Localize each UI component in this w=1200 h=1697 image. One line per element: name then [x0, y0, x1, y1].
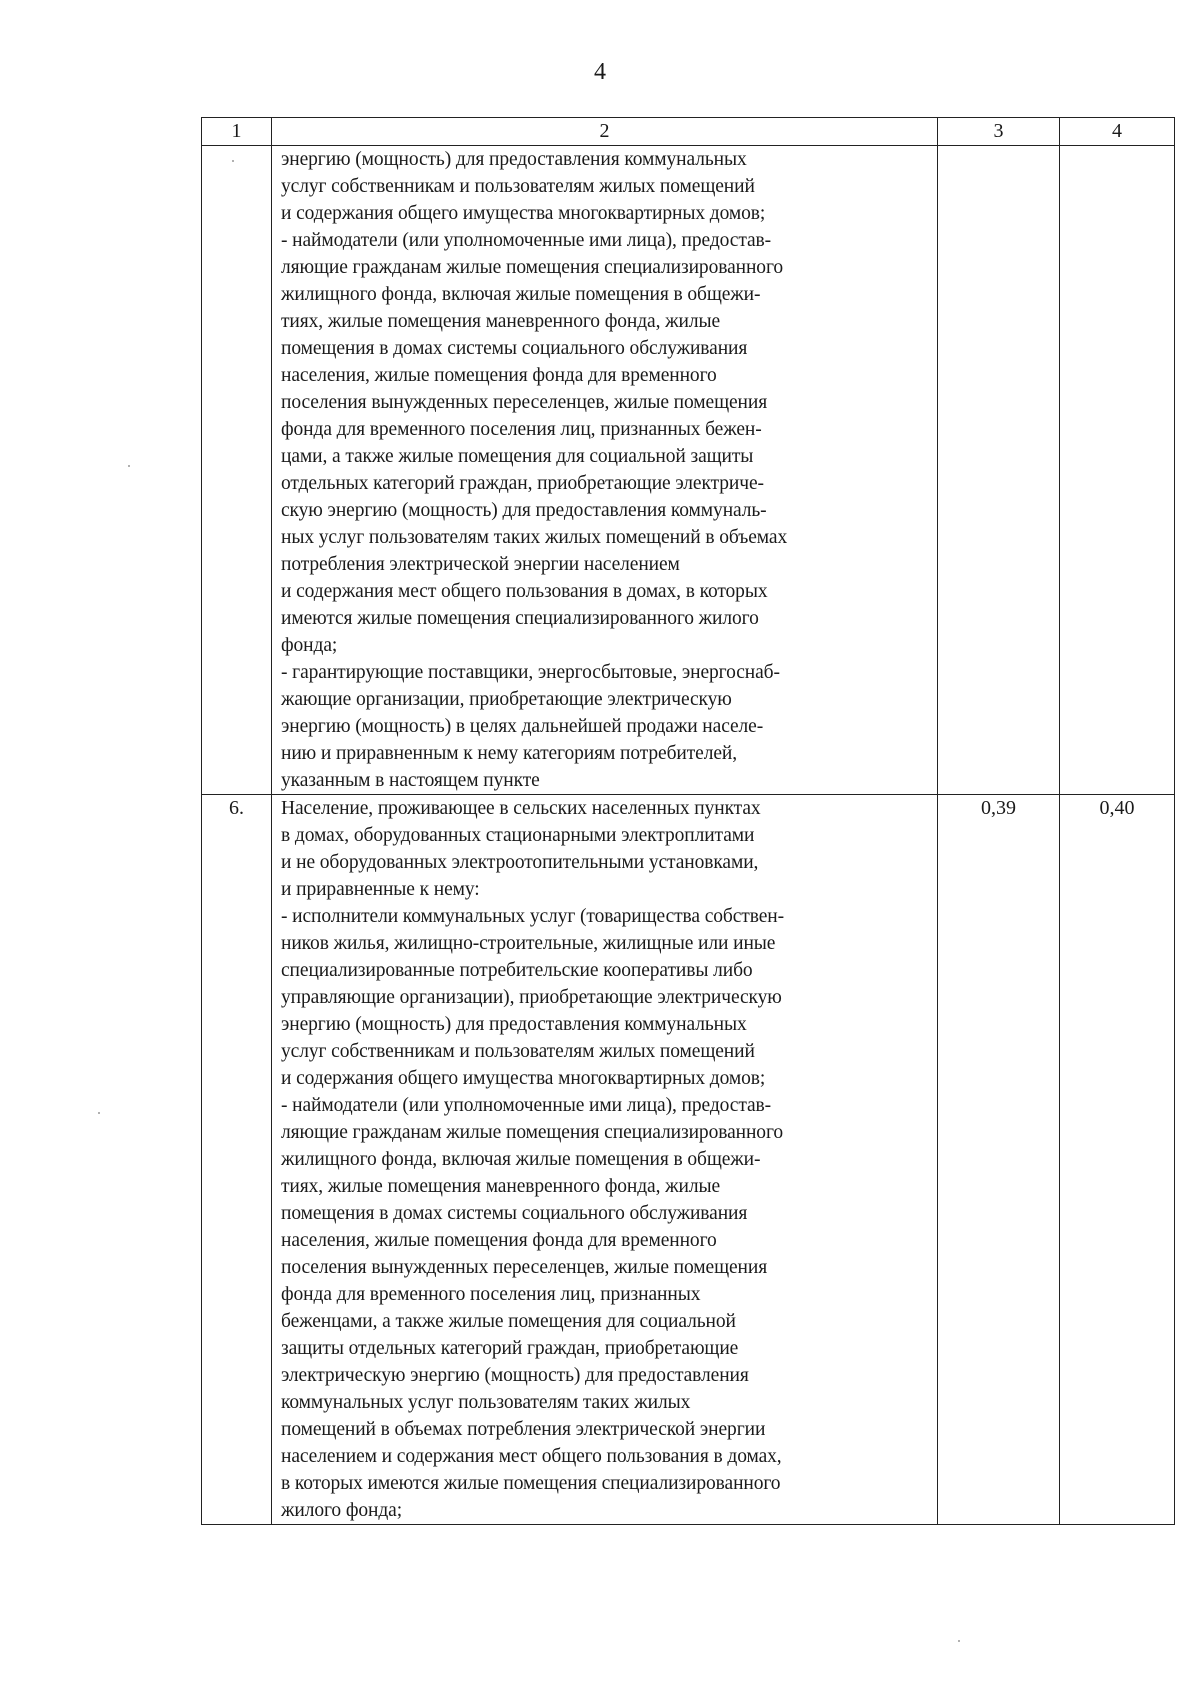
table-row-continuation — [202, 146, 1175, 795]
text-line: управляющие организации), приобретающие электрическую — [281, 987, 782, 1008]
row-value-col-4: 0,40 — [1060, 795, 1175, 1525]
text-line: жилого фонда; — [281, 1500, 403, 1521]
row-number — [202, 146, 272, 795]
text-line: услуг собственникам и пользователям жилых помещений — [281, 1041, 755, 1062]
text-line: потребления электрической энергии населением — [281, 554, 680, 575]
text-line: защиты отдельных категорий граждан, приобретающие — [281, 1338, 739, 1359]
scan-speck — [98, 1112, 100, 1114]
header-col-3: 3 — [938, 118, 1060, 146]
text-line: поселения вынужденных переселенцев, жилые помещения — [281, 392, 768, 413]
text-line: имеются жилые помещения специализированного жилого — [281, 608, 759, 629]
text-line: Население, проживающее в сельских населенных пунктах — [281, 798, 761, 819]
row-number: 6. — [202, 795, 272, 1525]
text-line: цами, а также жилые помещения для социальной защиты — [281, 446, 754, 467]
text-line: в которых имеются жилые помещения специализированного — [281, 1473, 781, 1494]
text-line: - наймодатели (или уполномоченные ими лица), предостав- — [281, 1095, 772, 1116]
text-line: помещений в объемах потребления электрической энергии — [281, 1419, 766, 1440]
text-line: тиях, жилые помещения маневренного фонда, жилые — [281, 1176, 721, 1197]
page-number: 4 — [594, 59, 606, 85]
description-text — [272, 795, 937, 1524]
header-col-4: 4 — [1060, 118, 1175, 146]
text-line: коммунальных услуг пользователям таких жилых — [281, 1392, 691, 1413]
text-line: и содержания мест общего пользования в домах, в которых — [281, 581, 768, 602]
text-line: ных услуг пользователям таких жилых помещений в объемах — [281, 527, 788, 548]
text-line: энергию (мощность) для предоставления коммунальных — [281, 1014, 747, 1035]
scan-speck — [232, 160, 234, 162]
text-line: - исполнители коммунальных услуг (товарищества собствен- — [281, 906, 785, 927]
text-line: отдельных категорий граждан, приобретающие электриче- — [281, 473, 764, 494]
text-line: в домах, оборудованных стационарными электроплитами — [281, 825, 755, 846]
row-description — [272, 146, 938, 795]
tariff-table — [201, 117, 1175, 1525]
text-line: ников жилья, жилищно-строительные, жилищные или иные — [281, 933, 776, 954]
text-line: и приравненные к нему: — [281, 879, 480, 900]
description-text — [272, 146, 937, 794]
text-line: электрическую энергию (мощность) для предоставления — [281, 1365, 749, 1386]
text-line: тиях, жилые помещения маневренного фонда, жилые — [281, 311, 721, 332]
table-header-row — [202, 118, 1175, 146]
text-line: фонда для временного поселения лиц, признанных — [281, 1284, 701, 1305]
text-line: энергию (мощность) в целях дальнейшей продажи населе- — [281, 716, 764, 737]
text-line: жающие организации, приобретающие электрическую — [281, 689, 732, 710]
scan-speck — [128, 465, 130, 467]
text-line: фонда для временного поселения лиц, признанных бежен- — [281, 419, 762, 440]
text-line: нию и приравненным к нему категориям потребителей, — [281, 743, 738, 764]
text-line: ляющие гражданам жилые помещения специализированного — [281, 257, 784, 278]
text-line: жилищного фонда, включая жилые помещения в общежи- — [281, 1149, 761, 1170]
header-col-2: 2 — [272, 118, 938, 146]
text-line: услуг собственникам и пользователям жилых помещений — [281, 176, 755, 197]
text-line: специализированные потребительские кооперативы либо — [281, 960, 753, 981]
text-line: и содержания общего имущества многоквартирных домов; — [281, 1068, 766, 1089]
table-row-6 — [202, 795, 1175, 1525]
text-line: населения, жилые помещения фонда для временного — [281, 1230, 717, 1251]
text-line: и содержания общего имущества многоквартирных домов; — [281, 203, 766, 224]
row-value-col-3: 0,39 — [938, 795, 1060, 1525]
text-line: и не оборудованных электроотопительными установками, — [281, 852, 759, 873]
text-line: ляющие гражданам жилые помещения специализированного — [281, 1122, 784, 1143]
text-line: жилищного фонда, включая жилые помещения в общежи- — [281, 284, 761, 305]
text-line: помещения в домах системы социального обслуживания — [281, 338, 748, 359]
row-value-col-3 — [938, 146, 1060, 795]
text-line: фонда; — [281, 635, 338, 656]
scan-speck — [958, 1640, 960, 1642]
row-description — [272, 795, 938, 1525]
text-line: населением и содержания мест общего пользования в домах, — [281, 1446, 782, 1467]
text-line: - гарантирующие поставщики, энергосбытовые, энергоснаб- — [281, 662, 780, 683]
row-value-col-4 — [1060, 146, 1175, 795]
text-line: - наймодатели (или уполномоченные ими лица), предостав- — [281, 230, 772, 251]
header-col-1: 1 — [202, 118, 272, 146]
text-line: беженцами, а также жилые помещения для социальной — [281, 1311, 736, 1332]
text-line: указанным в настоящем пункте — [281, 770, 540, 791]
text-line: населения, жилые помещения фонда для временного — [281, 365, 717, 386]
text-line: поселения вынужденных переселенцев, жилые помещения — [281, 1257, 768, 1278]
text-line: энергию (мощность) для предоставления коммунальных — [281, 149, 747, 170]
text-line: помещения в домах системы социального обслуживания — [281, 1203, 748, 1224]
text-line: скую энергию (мощность) для предоставления коммуналь- — [281, 500, 767, 521]
